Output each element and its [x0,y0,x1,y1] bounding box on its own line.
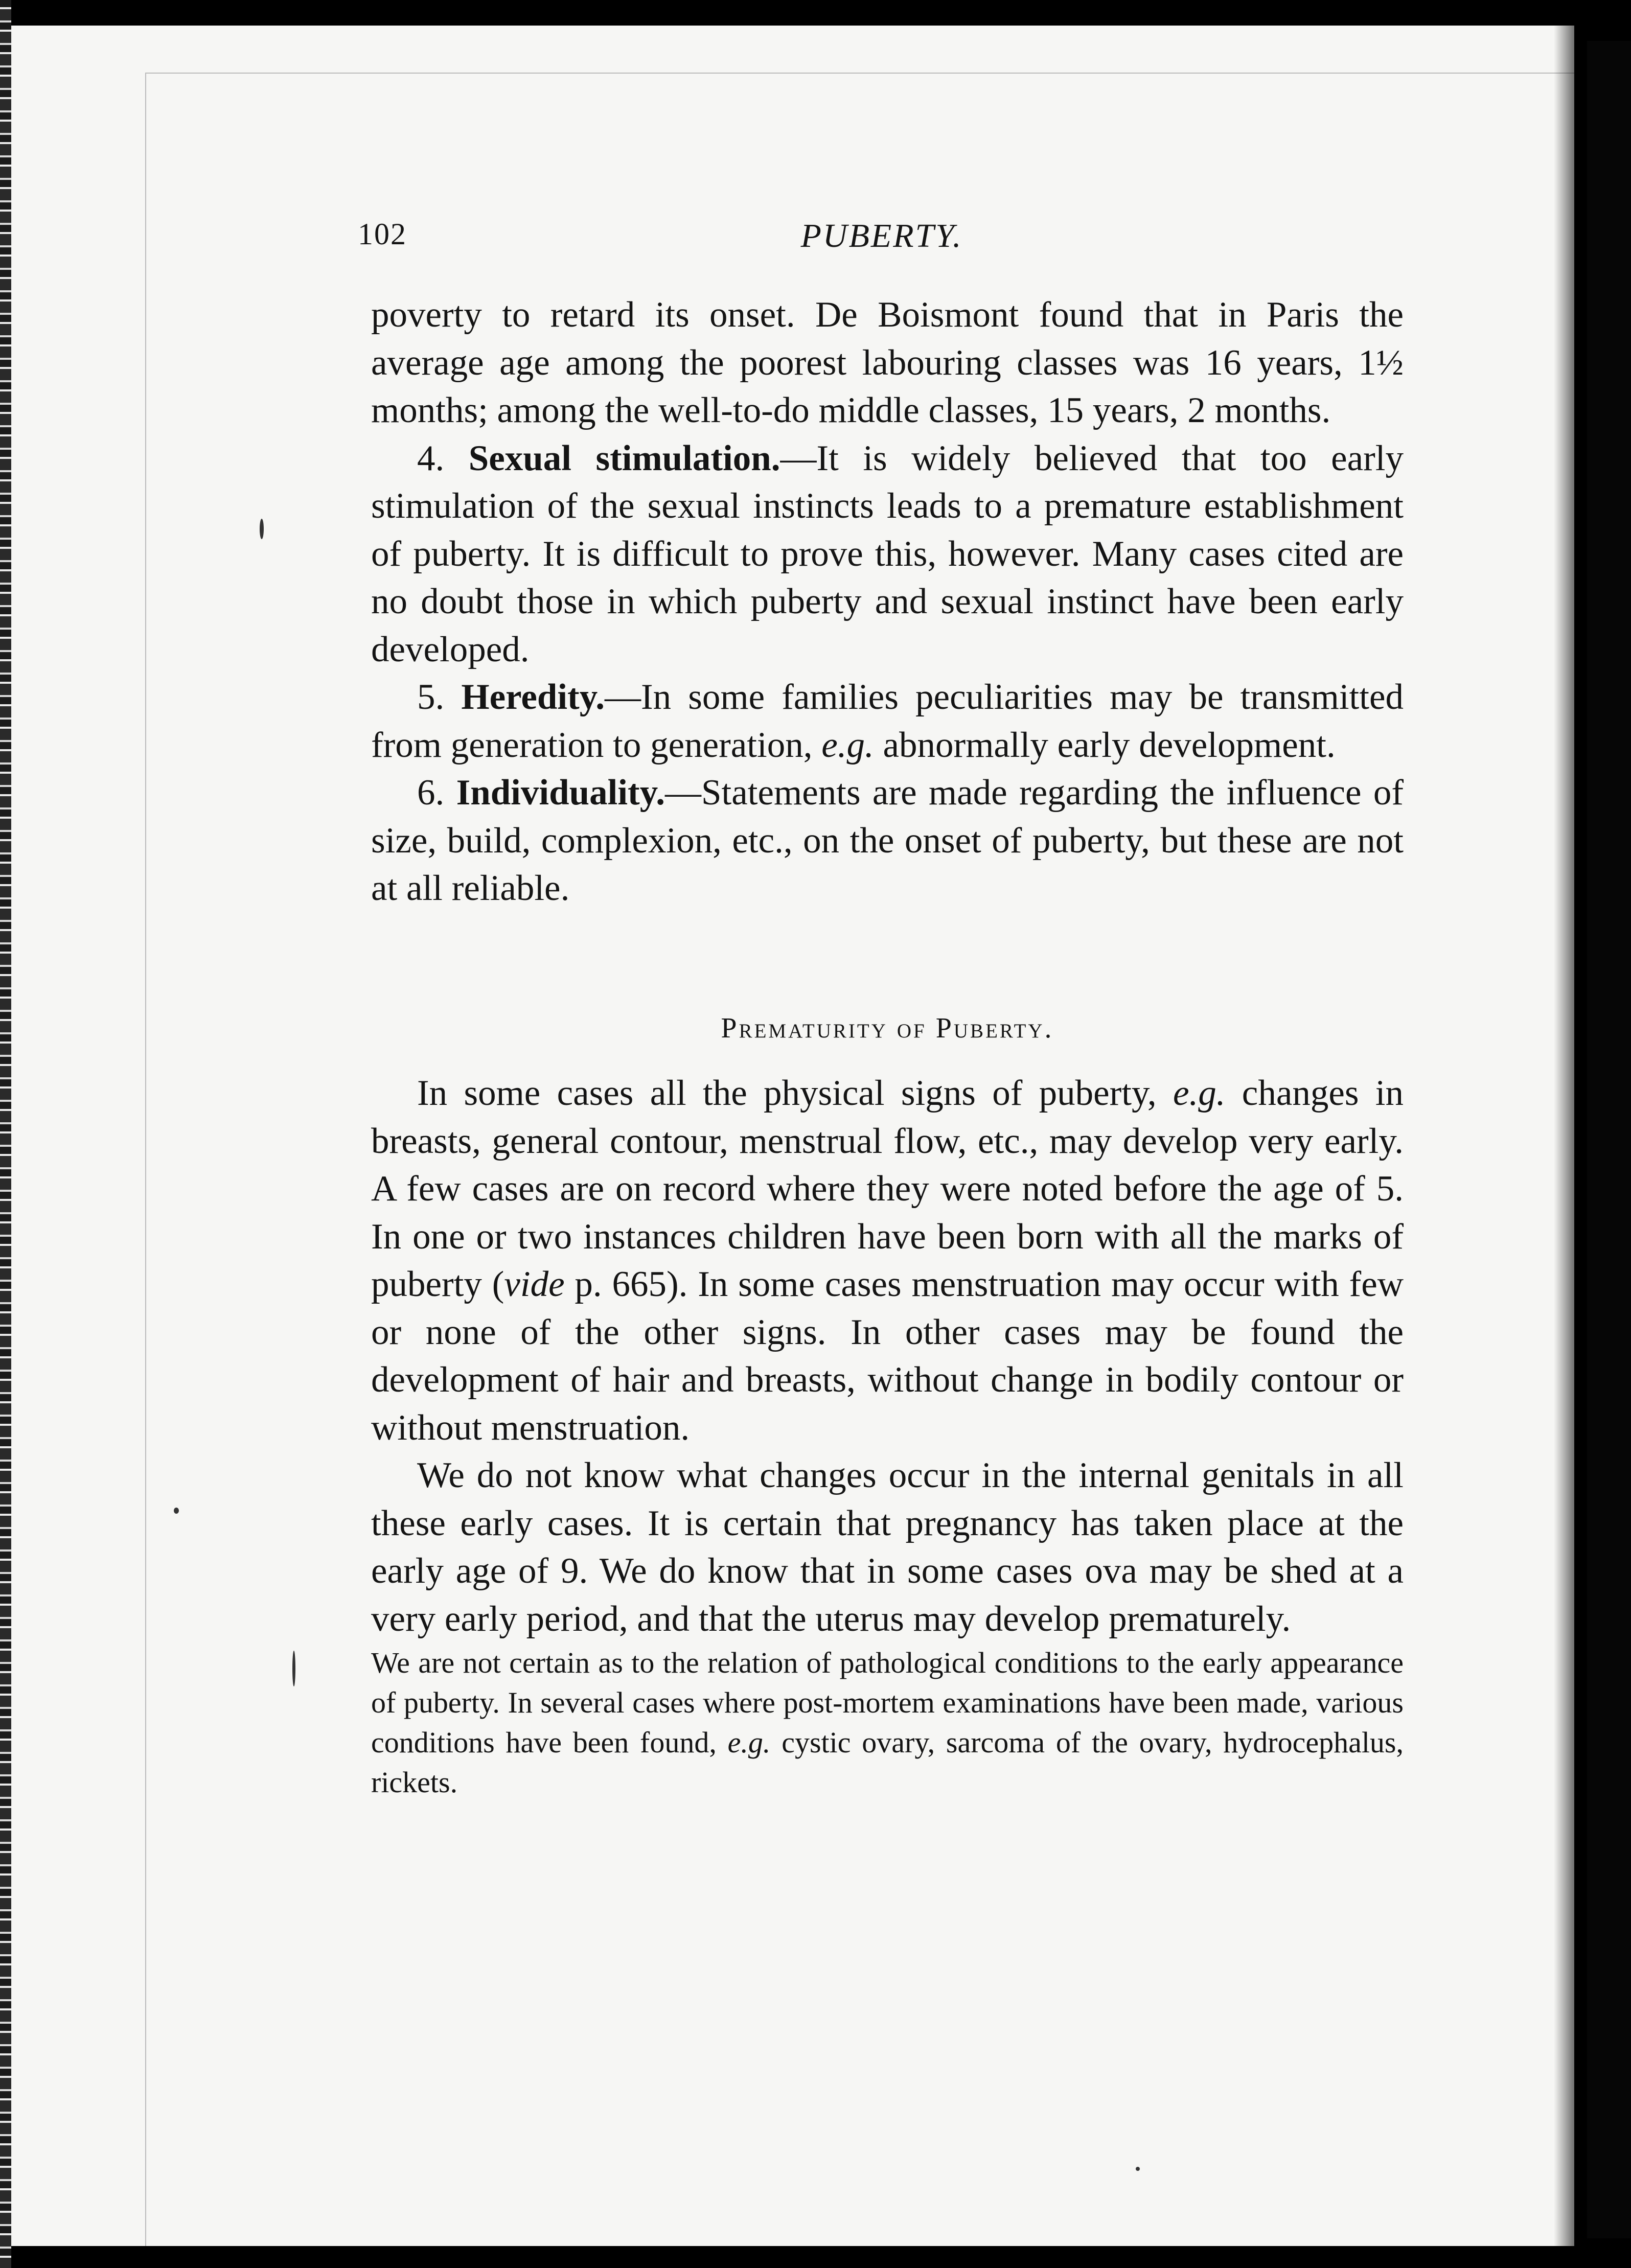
scan-right-border [1587,41,1631,2238]
item-heading: Individuality. [456,773,665,813]
footnote-paragraph [371,1643,1404,1802]
item-text: abnormally early development. [874,725,1336,765]
item-number: 4. [417,438,469,478]
page-body [371,291,1404,1802]
scan-left-edge [0,0,11,2268]
section-paragraph-2: We do not know what changes occur in the internal genitals in all these early cases. It is certain that pregnancy has taken place at the early age of 9. We do know that in some cases ova may be shed at a very early period, and that the uterus may develop prematurely. [371,1455,1404,1639]
margin-mark [174,1508,179,1514]
item-heading: Heredity. [461,677,605,717]
paragraph-italic: vide [504,1264,565,1304]
margin-mark [1136,2167,1140,2171]
scan-inner-margin-rule [145,73,146,2246]
page-gutter-shadow [1554,26,1574,2246]
page-header [358,206,1406,258]
page-number: 102 [358,217,407,251]
item-italic: e.g. [821,725,874,765]
item-text: —In some families peculiarities may be transmitted from generation to generation, [371,677,1404,765]
running-title: PUBERTY. [800,217,963,254]
item-heading: Sexual stimulation. [468,438,780,478]
item-number: 5. [417,677,462,717]
item-text: —Statements are made regarding the influence of size, build, complexion, etc., on the onset of puberty, but these are not at all reliable. [371,773,1404,908]
paragraph-text: In some cases all the physical signs of puberty, [417,1073,1173,1113]
paragraph-continuation: poverty to retard its onset. De Boismont found that in Paris the average age among the poorest labouring classes was 16 years, 1½ months; among the well-to-do middle classes, 15 years, 2 months. [371,295,1404,430]
paragraph-item-4 [371,435,1404,674]
item-number: 6. [417,773,456,813]
item-text: —It is widely believed that too early stimulation of the sexual instincts leads to a premature establishment of puberty. It is difficult to prove this, however. Many cases cited are no doubt those in which puberty and sexual instinct have been early developed. [371,438,1404,669]
section-heading: Prematurity of Puberty. [721,1012,1054,1044]
margin-mark [260,519,264,539]
section-paragraph-1 [371,1070,1404,1452]
paragraph-item-5 [371,674,1404,769]
note-text: cystic ovary, sarcoma of the ovary, hydrocephalus, rickets. [371,1726,1404,1799]
margin-mark [292,1651,295,1686]
paragraph-italic: e.g. [1173,1073,1226,1113]
scan-top-rule [145,73,1574,74]
paragraph-text: changes in breasts, general contour, menstrual flow, etc., may develop very early. A few cases are on record where they were noted before the age of 5. In one or two instances children have been born with all the marks of puberty ( [371,1073,1404,1304]
note-italic: e.g. [727,1726,771,1759]
paragraph-item-6 [371,769,1404,913]
paragraph-text: p. 665). In some cases menstruation may occur with few or none of the other signs. In other cases may be found the development of hair and breasts, without change in bodily contour or without menstruation. [371,1264,1404,1448]
note-text: We are not certain as to the relation of pathological conditions to the early appearance of puberty. In several cases where post-mortem examinations have been made, various conditions have been found, [371,1646,1404,1759]
